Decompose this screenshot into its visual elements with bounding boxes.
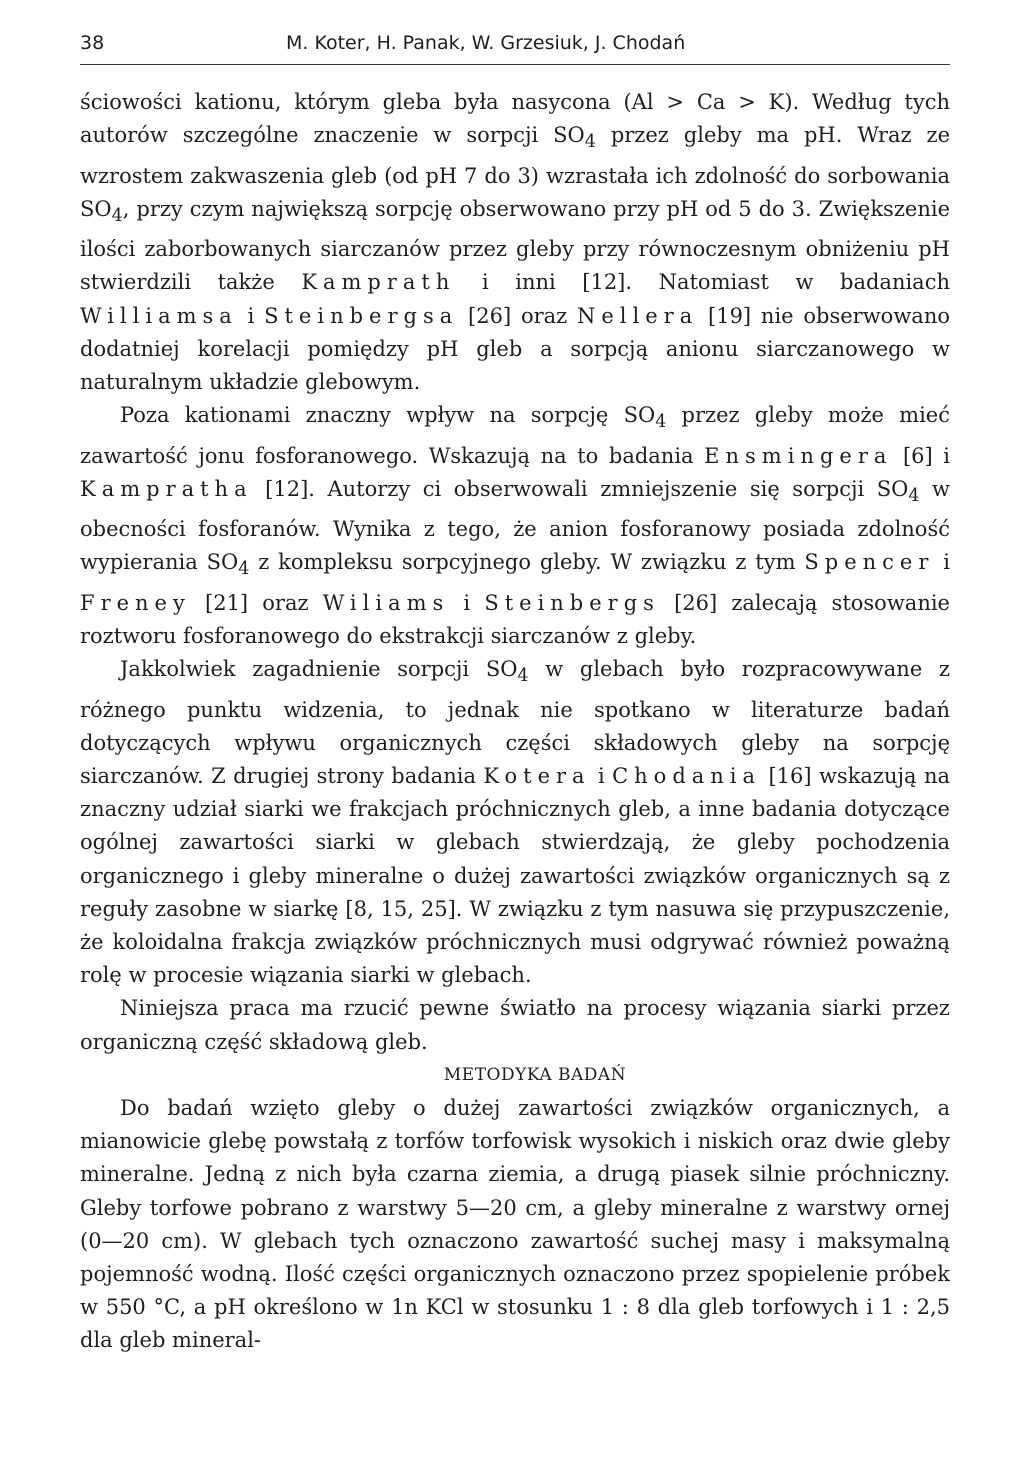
author-name: Kamprath: [301, 270, 456, 295]
running-head: [80, 28, 950, 58]
paragraph-5: Do badań wzięto gleby o dużej zawartości związków organicznych, a mianowicie glebę powstałą z torfów torfowisk wysokich i niskich oraz dwie gleby mineralne. Jedną z nich była czarna ziemia, a drugą piasek silnie próchniczny. Gleby torfowe pobrano z warstwy 5—20 cm, a gleby mineralne z warstwy ornej (0—20 cm). W glebach tych oznaczono zawartość suchej masy i maksymalną pojemność wodną. Ilość części organicznych oznaczono przez spopielenie próbek w 550 °C, a pH określono w 1n KCl w stosunku 1 : 8 dla gleb torfowych i 1 : 2,5 dla gleb mineral-: [80, 1096, 950, 1353]
author-name: Steinbergs: [484, 590, 660, 615]
paragraph-1: ściowości kationu, którym gleba była nasycona (Al > Ca > K). Według tych autorów szczególne znaczenie w sorpcji $SO_4$ przez gleby ma pH. Wraz ze wzrostem zakwaszenia gleb (od pH 7 do 3) wzrastała ich zdolność do sorbowania $SO_4$, przy czym największą sorpcję obserwowano przy pH od 5 do 3. Zwiększenie ilości zaborbowanych siarczanów przez gleby przy równoczesnym obniżeniu pH stwierdzili także Kamprath i inni [12]. Natomiast w badaniach Williamsa i Steinbergsa [26] oraz Nellera [19] nie obserwowano dodatniej korelacji pomiędzy pH gleb a sorpcją anionu siarczanowego w naturalnym układzie glebowym.: [80, 90, 951, 394]
article-body: [80, 86, 950, 1358]
page-number: 38: [80, 32, 105, 54]
author-name: Williamsa: [80, 303, 238, 328]
paragraph-4: Niniejsza praca ma rzucić pewne światło na procesy wiązania siarki przez organiczną część składową gleb.: [80, 996, 950, 1054]
header-rule: [80, 64, 950, 65]
author-name: Freney: [80, 590, 191, 615]
author-name: Wiliams: [322, 590, 450, 615]
author-name: Kampratha: [80, 476, 253, 501]
paragraph-2: Poza kationami znaczny wpływ na sorpcję $SO_4$ przez gleby może mieć zawartość jonu fosforanowego. Wskazują na to badania Ensmingera [6] i Kampratha [12]. Autorzy ci obserwowali zmniejszenie się sorpcji $SO_4$ w obecności fosforanów. Wynika z tego, że anion fosforanowy posiada zdolność wypierania $SO_4$ z kompleksu sorpcyjnego gleby. W związku z tym Spencer i Freney [21] oraz Wiliams i Steinbergs [26] zalecają stosowanie roztworu fosforanowego do ekstrakcji siarczanów z gleby.: [80, 403, 951, 648]
paragraph-3: Jakkolwiek zagadnienie sorpcji $SO_4$ w glebach było rozpracowywane z różnego punktu widzenia, to jednak nie spotkano w literaturze badań dotyczących wpływu organicznych części składowych gleby na sorpcję siarczanów. Z drugiej strony badania Kotera i Chodania [16] wskazują na znaczny udział siarki we frakcjach próchnicznych gleb, a inne badania dotyczące ogólnej zawartości siarki w glebach stwierdzają, że gleby pochodzenia organicznego i gleby mineralne o dużej zawartości związków organicznych są z reguły zasobne w siarkę [8, 15, 25]. W związku z tym nasuwa się przypuszczenie, że koloidalna frakcja związków próchnicznych musi odgrywać również poważną rolę w procesie wiązania siarki w glebach.: [80, 657, 950, 988]
author-name: Spencer: [804, 550, 935, 575]
author-name: Ensmingera: [704, 443, 893, 468]
author-name: Nellera: [577, 303, 699, 328]
author-name: Steinbergsa: [264, 303, 459, 328]
author-name: Chodania: [612, 763, 762, 788]
section-heading: METODYKA BADAŃ: [443, 1064, 627, 1085]
running-authors: M. Koter, H. Panak, W. Grzesiuk, J. Chodań: [286, 32, 686, 54]
author-name: Kotera: [483, 763, 591, 788]
